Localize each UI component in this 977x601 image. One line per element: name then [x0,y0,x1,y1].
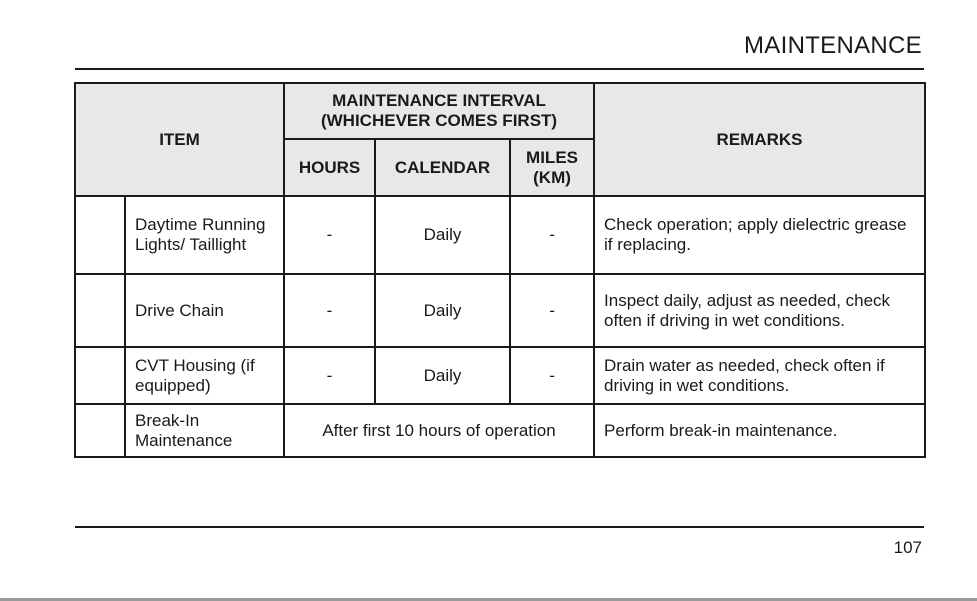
calendar-cell: Daily [375,274,510,347]
table-row [75,347,925,404]
item-cell: Break-In Maintenance [125,404,284,457]
row-marker-cell [75,274,125,347]
calendar-cell: Daily [375,196,510,274]
interval-span-cell: After first 10 hours of operation [284,404,594,457]
page-number: 107 [893,538,922,557]
remarks-cell: Check operation; apply dielectric grease if replacing. [594,196,925,274]
table-row [75,196,925,274]
header-hours: HOURS [284,139,375,196]
hours-cell: - [284,347,375,404]
header-item: ITEM [75,83,284,196]
row-marker-cell [75,404,125,457]
row-marker-cell [75,347,125,404]
section-title: MAINTENANCE [744,32,922,59]
remarks-cell: Inspect daily, adjust as needed, check often if driving in wet conditions. [594,274,925,347]
table-row [75,274,925,347]
item-cell: CVT Housing (if equipped) [125,347,284,404]
item-cell: Drive Chain [125,274,284,347]
header-divider [75,68,924,70]
miles-cell: - [510,274,594,347]
hours-cell: - [284,274,375,347]
calendar-cell: Daily [375,347,510,404]
hours-cell: - [284,196,375,274]
header-remarks: REMARKS [594,83,925,196]
table-row [75,404,925,457]
header-miles: MILES (KM) [510,139,594,196]
header-calendar: CALENDAR [375,139,510,196]
miles-cell: - [510,347,594,404]
remarks-cell: Perform break-in maintenance. [594,404,925,457]
item-cell: Daytime Running Lights/ Taillight [125,196,284,274]
row-marker-cell [75,196,125,274]
miles-cell: - [510,196,594,274]
footer-divider [75,526,924,528]
remarks-cell: Drain water as needed, check often if driving in wet conditions. [594,347,925,404]
maintenance-table [74,82,926,458]
header-maintenance-interval: MAINTENANCE INTERVAL (WHICHEVER COMES FIRST) [284,83,594,139]
